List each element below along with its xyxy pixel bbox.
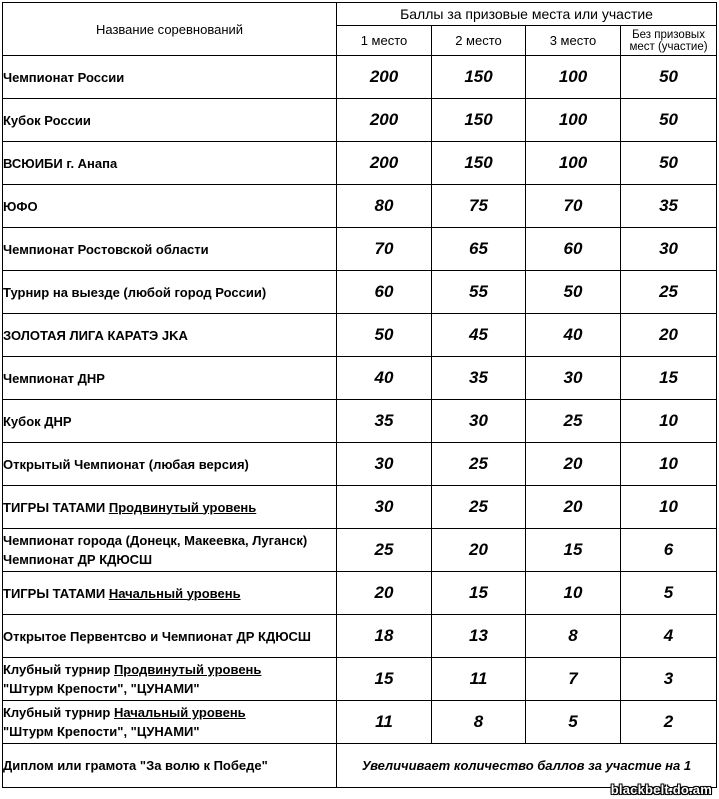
points-participation: 2 (621, 701, 717, 744)
competition-name (3, 142, 337, 185)
competition-name-text: Чемпионат города (Донецк, Макеевка, Луганск) (3, 533, 308, 548)
points-place-1: 30 (337, 443, 432, 486)
points-place-2: 65 (432, 228, 526, 271)
competition-name-line2: "Штурм Крепости", "ЦУНАМИ" (3, 681, 200, 696)
competition-name-text: ТИГРЫ ТАТАМИ (3, 499, 106, 515)
competition-name-text: Чемпионат ДНР (3, 370, 105, 386)
watermark: blackbelt.do.am (610, 782, 712, 797)
competition-name-text: Чемпионат России (3, 69, 125, 85)
points-place-2: 150 (432, 142, 526, 185)
points-place-3: 100 (526, 99, 621, 142)
points-participation: 50 (621, 99, 717, 142)
table-row (3, 400, 717, 443)
points-participation: 10 (621, 486, 717, 529)
competition-level-text: Начальный уровень (108, 585, 241, 601)
points-place-2: 11 (432, 658, 526, 701)
points-place-2: 150 (432, 99, 526, 142)
header-points-group: Баллы за призовые места или участие (337, 3, 717, 26)
competition-name (3, 314, 337, 357)
table-row (3, 271, 717, 314)
footer-note: Увеличивает количество баллов за участие на 1 (337, 744, 717, 788)
points-participation: 10 (621, 400, 717, 443)
points-participation: 50 (621, 142, 717, 185)
points-place-2: 55 (432, 271, 526, 314)
competition-name (3, 56, 337, 99)
points-place-3: 50 (526, 271, 621, 314)
points-place-1: 20 (337, 572, 432, 615)
points-place-3: 20 (526, 443, 621, 486)
competition-name-text: ВСЮИБИ г. Анапа (3, 155, 118, 171)
points-place-1: 60 (337, 271, 432, 314)
table-row (3, 56, 717, 99)
points-place-3: 7 (526, 658, 621, 701)
points-place-3: 10 (526, 572, 621, 615)
points-place-1: 30 (337, 486, 432, 529)
points-participation: 4 (621, 615, 717, 658)
points-place-2: 15 (432, 572, 526, 615)
competition-name (3, 99, 337, 142)
competition-name-text: Кубок России (3, 112, 91, 128)
points-participation: 3 (621, 658, 717, 701)
points-place-3: 100 (526, 142, 621, 185)
points-place-2: 20 (432, 529, 526, 572)
table-row (3, 615, 717, 658)
points-place-2: 8 (432, 701, 526, 744)
competition-name-line2: Чемпионат ДР КДЮСШ (3, 552, 153, 567)
points-participation: 20 (621, 314, 717, 357)
competition-name-text: Открытый Чемпионат (любая версия) (3, 456, 249, 472)
points-place-3: 25 (526, 400, 621, 443)
points-place-3: 40 (526, 314, 621, 357)
header-place-3: 3 место (526, 26, 621, 56)
points-participation: 25 (621, 271, 717, 314)
table-row (3, 658, 717, 701)
table-row (3, 443, 717, 486)
points-place-2: 45 (432, 314, 526, 357)
competition-name (3, 443, 337, 486)
points-participation: 10 (621, 443, 717, 486)
header-participation: Без призовых мест (участие) (621, 26, 717, 56)
table-body (3, 56, 717, 744)
table-row (3, 185, 717, 228)
table-row (3, 486, 717, 529)
competition-name-line2: "Штурм Крепости", "ЦУНАМИ" (3, 724, 200, 739)
points-place-1: 200 (337, 56, 432, 99)
scores-table (2, 2, 717, 788)
points-place-1: 18 (337, 615, 432, 658)
points-participation: 35 (621, 185, 717, 228)
points-place-1: 25 (337, 529, 432, 572)
points-participation: 30 (621, 228, 717, 271)
points-place-3: 30 (526, 357, 621, 400)
header-place-2: 2 место (432, 26, 526, 56)
footer-name: Диплом или грамота "За волю к Победе" (3, 744, 337, 788)
footer-row (3, 744, 717, 788)
competition-name (3, 529, 337, 572)
points-place-1: 200 (337, 142, 432, 185)
header-competition-name: Название соревнований (3, 3, 337, 56)
competition-name-text: Кубок ДНР (3, 413, 72, 429)
points-place-1: 11 (337, 701, 432, 744)
points-place-2: 13 (432, 615, 526, 658)
points-place-1: 200 (337, 99, 432, 142)
table-row (3, 314, 717, 357)
points-participation: 50 (621, 56, 717, 99)
table-row (3, 529, 717, 572)
table-row (3, 572, 717, 615)
points-place-1: 40 (337, 357, 432, 400)
points-place-2: 25 (432, 443, 526, 486)
points-place-3: 20 (526, 486, 621, 529)
table-row (3, 701, 717, 744)
competition-level-text: Начальный уровень (113, 705, 246, 720)
points-place-1: 35 (337, 400, 432, 443)
competition-name (3, 271, 337, 314)
header-place-1: 1 место (337, 26, 432, 56)
table-row (3, 228, 717, 271)
competition-name-text: Клубный турнир (3, 662, 111, 677)
competition-name (3, 486, 337, 529)
points-place-2: 75 (432, 185, 526, 228)
points-place-1: 15 (337, 658, 432, 701)
points-place-2: 25 (432, 486, 526, 529)
points-participation: 15 (621, 357, 717, 400)
competition-name (3, 572, 337, 615)
points-place-3: 15 (526, 529, 621, 572)
competition-level-text: Продвинутый уровень (108, 499, 257, 515)
table-row (3, 142, 717, 185)
points-place-3: 5 (526, 701, 621, 744)
competition-level-text: Продвинутый уровень (113, 662, 262, 677)
points-place-2: 35 (432, 357, 526, 400)
competition-name (3, 658, 337, 701)
points-place-1: 80 (337, 185, 432, 228)
competition-name (3, 185, 337, 228)
points-place-1: 70 (337, 228, 432, 271)
competition-name (3, 357, 337, 400)
points-place-3: 100 (526, 56, 621, 99)
points-place-2: 30 (432, 400, 526, 443)
competition-name (3, 228, 337, 271)
competition-name (3, 701, 337, 744)
points-place-3: 8 (526, 615, 621, 658)
points-participation: 5 (621, 572, 717, 615)
competition-name-text: Открытое Первентсво и Чемпионат ДР КДЮСШ (3, 628, 311, 644)
points-place-1: 50 (337, 314, 432, 357)
competition-name-text: ЮФО (3, 198, 38, 214)
points-participation: 6 (621, 529, 717, 572)
points-place-2: 150 (432, 56, 526, 99)
competition-name-text: ЗОЛОТАЯ ЛИГА КАРАТЭ JKA (3, 327, 188, 343)
competition-name (3, 615, 337, 658)
competition-name-text: Клубный турнир (3, 705, 111, 720)
competition-name-text: Чемпионат Ростовской области (3, 241, 209, 257)
competition-name-text: ТИГРЫ ТАТАМИ (3, 585, 106, 601)
table-row (3, 99, 717, 142)
competition-name-text: Турнир на выезде (любой город России) (3, 284, 267, 300)
points-place-3: 70 (526, 185, 621, 228)
points-place-3: 60 (526, 228, 621, 271)
competition-name (3, 400, 337, 443)
table-row (3, 357, 717, 400)
